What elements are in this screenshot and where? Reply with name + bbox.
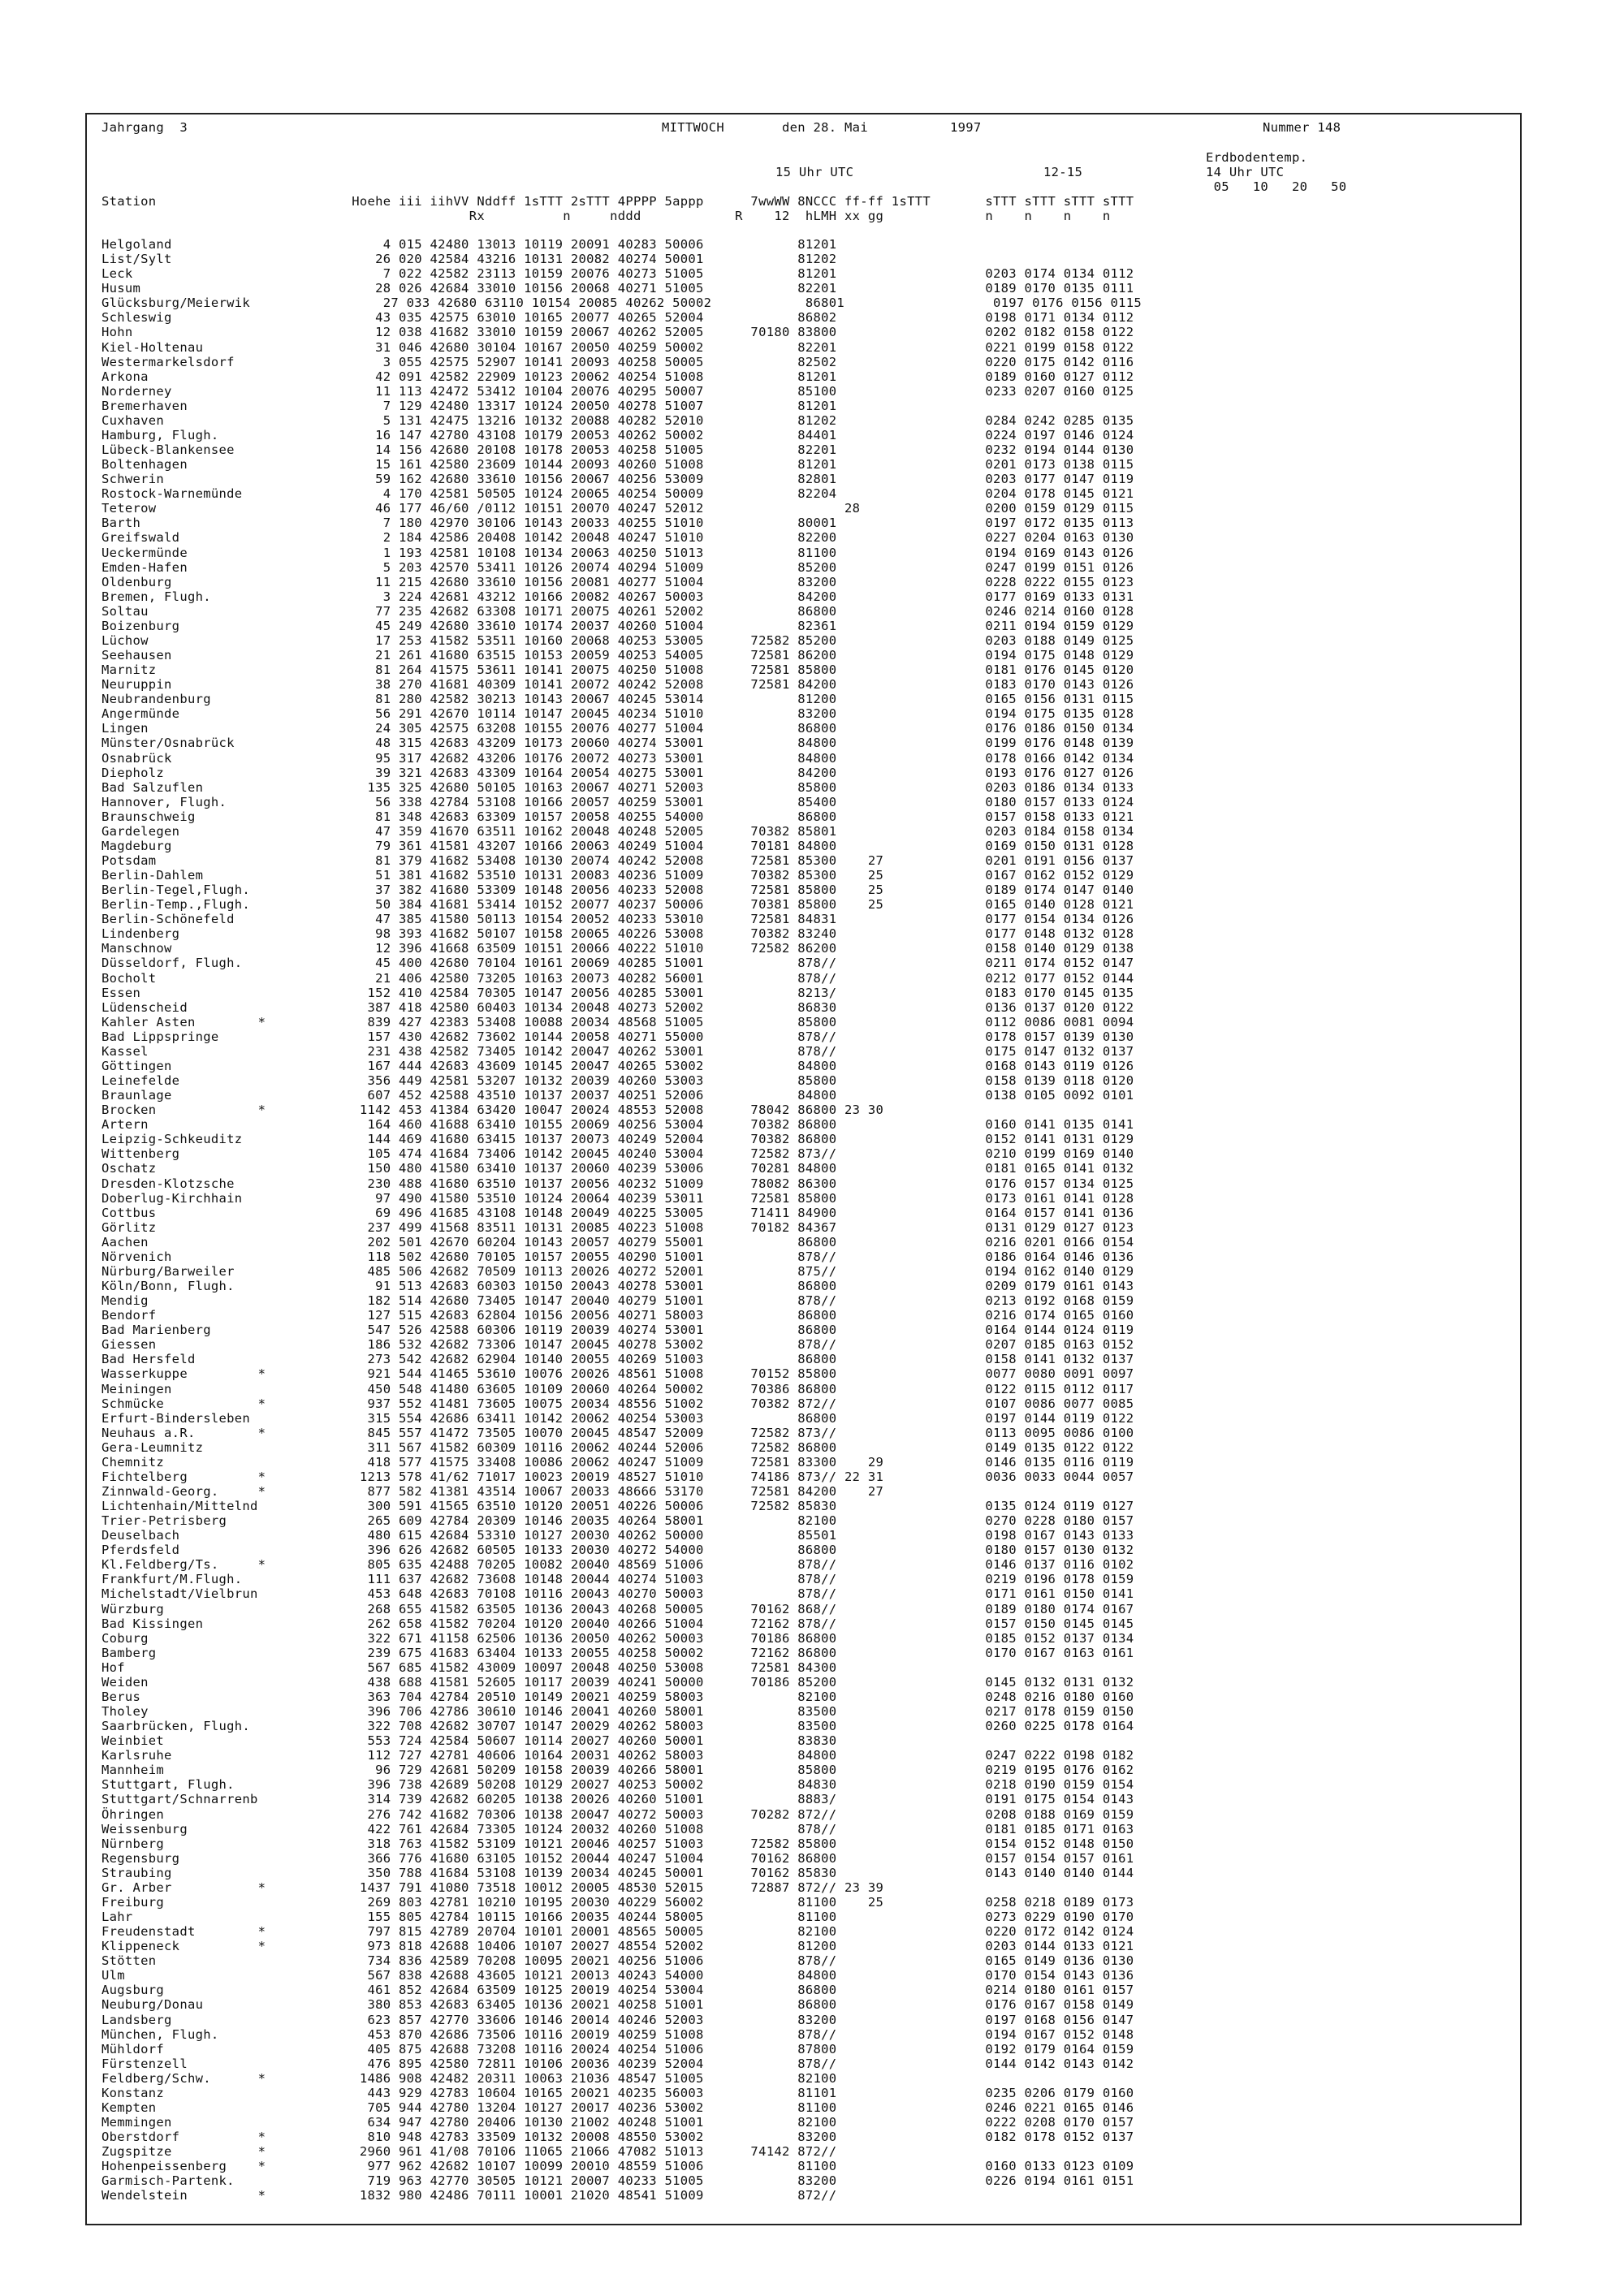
table-row: Landsberg 623 857 42770 33606 10146 20014 40246 52003 83200 0197 0168 0156 0147 — [102, 2012, 1134, 2027]
table-row: Hamburg, Flugh. 16 147 42780 43108 10179 20053 40262 50002 84401 0224 0197 0146 0124 — [102, 427, 1134, 442]
table-row: Hannover, Flugh. 56 338 42784 53108 10166 20057 40259 53001 85400 0180 0157 0133 0124 — [102, 794, 1134, 809]
table-row: Cottbus 69 496 41685 43108 10148 20049 40225 53005 71411 84900 0164 0157 0141 0136 — [102, 1205, 1134, 1220]
table-row: Leipzig-Schkeuditz 144 469 41680 63415 10137 20073 40249 52004 70382 86800 0152 0141 0131 0129 — [102, 1132, 1134, 1147]
table-row: Michelstadt/Vielbrun 453 648 42683 70108 10116 20043 40270 50003 878// 0171 0161 0150 0141 — [102, 1586, 1134, 1602]
table-row: Trier-Petrisberg 265 609 42784 20309 10146 20035 40264 58001 82100 0270 0228 0180 0157 — [102, 1513, 1134, 1529]
table-row: Bremerhaven 7 129 42480 13317 10124 20050 40278 51007 81201 — [102, 398, 837, 413]
table-row: Braunschweig 81 348 42683 63309 10157 20058 40255 54000 86800 0157 0158 0133 0121 — [102, 809, 1134, 824]
table-row: Stötten 734 836 42589 70208 10095 20021 40256 51006 878// 0165 0149 0136 0130 — [102, 1953, 1134, 1969]
table-row: Karlsruhe 112 727 42781 40606 10164 20031 40262 58003 84800 0247 0222 0198 0182 — [102, 1748, 1134, 1763]
table-row: Tholey 396 706 42786 30610 10146 20041 40260 58001 83500 0217 0178 0159 0150 — [102, 1704, 1134, 1719]
table-row: Straubing 350 788 41684 53108 10139 20034 40245 50001 70162 85830 0143 0140 0140 0144 — [102, 1865, 1134, 1880]
table-row: Oschatz 150 480 41580 63410 10137 20060 40239 53006 70281 84800 0181 0165 0141 0132 — [102, 1161, 1134, 1176]
table-row: Soltau 77 235 42682 63308 10171 20075 40261 52002 86800 0246 0214 0160 0128 — [102, 603, 1134, 619]
table-row: Emden-Hafen 5 203 42570 53411 10126 20074 40294 51009 85200 0247 0199 0151 0126 — [102, 559, 1134, 575]
table-row: Rostock-Warnemünde 4 170 42581 50505 10124 20065 40254 50009 82204 0204 0178 0145 0121 — [102, 486, 1134, 502]
table-row: Husum 28 026 42684 33010 10156 20068 40271 51005 82201 0189 0170 0135 0111 — [102, 281, 1134, 296]
table-row: Nörvenich 118 502 42680 70105 10157 20055 40290 51001 878// 0186 0164 0146 0136 — [102, 1249, 1134, 1264]
table-row: Dresden-Klotzsche 230 488 41680 63510 10137 20056 40232 51009 78082 86300 0176 0157 0134 0125 — [102, 1176, 1134, 1191]
date-label: den 28. Mai — [782, 120, 868, 135]
table-row: Meiningen 450 548 41480 63605 10109 20060 40264 50002 70386 86800 0122 0115 0112 0117 — [102, 1381, 1134, 1396]
table-row: Neubrandenburg 81 280 42582 30213 10143 20067 40245 53014 81200 0165 0156 0131 0115 — [102, 692, 1134, 707]
table-row: Gr. Arber * 1437 791 41080 73518 10012 20005 48530 52015 72887 872// 23 39 — [102, 1880, 884, 1895]
table-row: Düsseldorf, Flugh. 45 400 42680 70104 10161 20069 40285 51001 878// 0211 0174 0152 0147 — [102, 956, 1134, 971]
table-row: Artern 164 460 41688 63410 10155 20069 40256 53004 70382 86800 0160 0141 0135 0141 — [102, 1117, 1134, 1133]
table-row: Memmingen 634 947 42780 20406 10130 21002 40248 51001 82100 0222 0208 0170 0157 — [102, 2115, 1134, 2130]
table-row: Mühldorf 405 875 42688 73208 10116 20024 40254 51006 87800 0192 0179 0164 0159 — [102, 2041, 1134, 2056]
table-row: Magdeburg 79 361 41581 43207 10166 20063 40249 51004 70181 84800 0169 0150 0131 0128 — [102, 838, 1134, 853]
table-row: Chemnitz 418 577 41575 33408 10086 20062 40247 51009 72581 83300 29 0146 0135 0116 0119 — [102, 1454, 1134, 1470]
table-row: Wittenberg 105 474 41684 73406 10142 20045 40240 53004 72582 873// 0210 0199 0169 0140 — [102, 1146, 1134, 1162]
table-row: Ueckermünde 1 193 42581 10108 10134 20063 40250 51013 81100 0194 0169 0143 0126 — [102, 545, 1134, 560]
table-row: Berus 363 704 42784 20510 10149 20021 40259 58003 82100 0248 0216 0180 0160 — [102, 1689, 1134, 1704]
table-row: Öhringen 276 742 41682 70306 10138 20047 40272 50003 70282 872// 0208 0188 0169 0159 — [102, 1806, 1134, 1822]
table-row: Hohenpeissenberg * 977 962 42682 10107 10099 20010 48559 51006 81100 0160 0133 0123 0109 — [102, 2159, 1134, 2174]
table-row: Oldenburg 11 215 42680 33610 10156 20081 40277 51004 83200 0228 0222 0155 0123 — [102, 574, 1134, 589]
table-row: List/Sylt 26 020 42584 43216 10131 20082 40274 50001 81202 — [102, 252, 837, 267]
table-row: Neuruppin 38 270 41681 40309 10141 20072 40242 52008 72581 84200 0183 0170 0143 0126 — [102, 677, 1134, 693]
table-row: Berlin-Tegel,Flugh. 37 382 41680 53309 10148 20056 40233 52008 72581 85800 25 0189 0174 0147 0140 — [102, 883, 1134, 898]
table-row: Neuhaus a.R. * 845 557 41472 73505 10070 20045 48547 52009 72582 873// 0113 0095 0086 0100 — [102, 1425, 1134, 1440]
table-row: Helgoland 4 015 42480 13013 10119 20091 40283 50006 81201 — [102, 237, 837, 252]
table-row: Leck 7 022 42582 23113 10159 20076 40273 51005 81201 0203 0174 0134 0112 — [102, 266, 1134, 282]
table-row: Cuxhaven 5 131 42475 13216 10132 20088 40282 52010 81202 0284 0242 0285 0135 — [102, 412, 1134, 428]
table-row: Osnabrück 95 317 42682 43206 10176 20072 40273 53001 84800 0178 0166 0142 0134 — [102, 750, 1134, 766]
table-row: Lahr 155 805 42784 10115 10166 20035 40244 58005 81100 0273 0229 0190 0170 — [102, 1910, 1134, 1924]
table-row: Seehausen 21 261 41680 63515 10153 20059 40253 54005 72581 86200 0194 0175 0148 0129 — [102, 648, 1134, 662]
table-row: Kassel 231 438 42582 73405 10142 20047 40262 53001 878// 0175 0147 0132 0137 — [102, 1043, 1134, 1059]
table-row: Freudenstadt * 797 815 42789 20704 10101 20001 48565 50005 82100 0220 0172 0142 0124 — [102, 1924, 1134, 1940]
table-row: Greifswald 2 184 42586 20408 10142 20048 40247 51010 82200 0227 0204 0163 0130 — [102, 530, 1134, 546]
table-row: Fichtelberg * 1213 578 41/62 71017 10023 20019 48527 51010 74186 873// 22 31 0036 0033 0044 0057 — [102, 1469, 1134, 1484]
table-row: Feldberg/Schw. * 1486 908 42482 20311 10063 21036 48547 51005 82100 — [102, 2070, 837, 2086]
table-row: Kiel-Holtenau 31 046 42680 30104 10167 20050 40259 50002 82201 0221 0199 0158 0122 — [102, 339, 1134, 355]
table-row: Deuselbach 480 615 42684 53310 10127 20030 40262 50000 85501 0198 0167 0143 0133 — [102, 1528, 1134, 1543]
table-row: Berlin-Temp.,Flugh. 50 384 41681 53414 10152 20077 40237 50006 70381 85800 25 0165 0140 0128 0121 — [102, 897, 1134, 913]
table-row: Mendig 182 514 42680 73405 10147 20040 40279 51001 878// 0213 0192 0168 0159 — [102, 1293, 1134, 1308]
table-row: Leinefelde 356 449 42581 53207 10132 20039 40260 53003 85800 0158 0139 0118 0120 — [102, 1073, 1134, 1088]
table-row: Doberlug-Kirchhain 97 490 41580 53510 10124 20064 40239 53011 72581 85800 0173 0161 0141 0128 — [102, 1190, 1134, 1206]
table-row: Wendelstein * 1832 980 42486 70111 10001 21020 48541 51009 872// — [102, 2188, 837, 2203]
table-row: Bad Hersfeld 273 542 42682 62904 10140 20055 40269 51003 86800 0158 0141 0132 0137 — [102, 1352, 1134, 1367]
table-row: Hohn 12 038 41682 33010 10159 20067 40262 52005 70180 83800 0202 0182 0158 0122 — [102, 325, 1134, 340]
utc-15-label: 15 Uhr UTC — [775, 165, 854, 179]
table-row: Stuttgart/Schnarrenb 314 739 42682 60205 10138 20026 40260 51001 8883/ 0191 0175 0154 0143 — [102, 1792, 1134, 1807]
table-row: Fürstenzell 476 895 42580 72811 10106 20036 40239 52004 878// 0144 0142 0143 0142 — [102, 2056, 1134, 2071]
table-row: Zinnwald-Georg. * 877 582 41381 43514 10067 20033 48666 53170 72581 84200 27 — [102, 1484, 884, 1499]
table-row: Marnitz 81 264 41575 53611 10141 20075 40250 51008 72581 85800 0181 0176 0145 0120 — [102, 662, 1134, 677]
table-row: Lüchow 17 253 41582 53511 10160 20068 40253 53005 72582 85200 0203 0188 0149 0125 — [102, 632, 1134, 648]
jahrgang-label: Jahrgang 3 — [102, 120, 188, 135]
table-row: Potsdam 81 379 41682 53408 10130 20074 40242 52008 72581 85300 27 0201 0191 0156 0137 — [102, 852, 1134, 868]
table-row: Coburg 322 671 41158 62506 10136 20050 40262 50003 70186 86800 0185 0152 0137 0134 — [102, 1630, 1134, 1646]
table-row: Manschnow 12 396 41668 63509 10151 20066 40222 51010 72582 86200 0158 0140 0129 0138 — [102, 941, 1134, 956]
table-row: Boizenburg 45 249 42680 33610 10174 20037 40260 51004 82361 0211 0194 0159 0129 — [102, 618, 1134, 633]
table-row: Arkona 42 091 42582 22909 10123 20062 40254 51008 81201 0189 0160 0127 0112 — [102, 369, 1134, 384]
table-row: Braunlage 607 452 42588 43510 10137 20037 40251 52006 84800 0138 0105 0092 0101 — [102, 1088, 1134, 1103]
table-row: Bremen, Flugh. 3 224 42681 43212 10166 20082 40267 50003 84200 0177 0169 0133 0131 — [102, 589, 1134, 604]
table-row: Bad Salzuflen 135 325 42680 50105 10163 20067 40271 52003 85800 0203 0186 0134 0133 — [102, 779, 1134, 795]
table-row: Frankfurt/M.Flugh. 111 637 42682 73608 10148 20044 40274 51003 878// 0219 0196 0178 0159 — [102, 1572, 1134, 1587]
table-row: Oberstdorf * 810 948 42783 33509 10132 20008 48550 53002 83200 0182 0178 0152 0137 — [102, 2130, 1134, 2144]
table-row: Saarbrücken, Flugh. 322 708 42682 30707 10147 20029 40262 58003 83500 0260 0225 0178 0164 — [102, 1719, 1134, 1734]
table-row: Schleswig 43 035 42575 63010 10165 20077 40265 52004 86802 0198 0171 0134 0112 — [102, 310, 1134, 326]
table-row: Münster/Osnabrück 48 315 42683 43209 10173 20060 40274 53001 84800 0199 0176 0148 0139 — [102, 736, 1134, 751]
table-row: Lichtenhain/Mittelnd 300 591 41565 63510 10120 20051 40226 50006 72582 85830 0135 0124 0119 0127 — [102, 1499, 1134, 1513]
table-row: Nürburg/Barweiler 485 506 42682 70509 10113 20026 40272 52001 875// 0194 0162 0140 0129 — [102, 1263, 1134, 1279]
table-row: Erfurt-Bindersleben 315 554 42686 63411 10142 20062 40254 53003 86800 0197 0144 0119 0122 — [102, 1410, 1134, 1426]
weekday-label: MITTWOCH — [662, 120, 725, 135]
table-row: Kl.Feldberg/Ts. * 805 635 42488 70205 10082 20040 48569 51006 878// 0146 0137 0116 0102 — [102, 1557, 1134, 1573]
table-row: Norderney 11 113 42472 53412 10104 20076 40295 50007 85100 0233 0207 0160 0125 — [102, 383, 1134, 399]
table-row: Berlin-Dahlem 51 381 41682 53510 10131 20083 40236 51009 70382 85300 25 0167 0162 0152 0129 — [102, 868, 1134, 883]
table-row: Neuburg/Donau 380 853 42683 63405 10136 20021 40258 51001 86800 0176 0167 0158 0149 — [102, 1997, 1134, 2013]
table-row: Wasserkuppe * 921 544 41465 53610 10076 20026 48561 51008 70152 85800 0077 0080 0091 0097 — [102, 1366, 1134, 1382]
table-row: Gera-Leumnitz 311 567 41582 60309 10116 20062 40244 52006 72582 86800 0149 0135 0122 0122 — [102, 1439, 1134, 1455]
table-row: Diepholz 39 321 42683 43309 10164 20054 40275 53001 84200 0193 0176 0127 0126 — [102, 765, 1134, 780]
soil-temp-label: Erdbodentemp. — [1206, 150, 1308, 165]
table-row: Köln/Bonn, Flugh. 91 513 42683 60303 10150 20043 40278 53001 86800 0209 0179 0161 0143 — [102, 1279, 1134, 1293]
table-row: Weinbiet 553 724 42584 50607 10114 20027 40260 50001 83830 — [102, 1733, 837, 1749]
table-row: Schwerin 59 162 42680 33610 10156 20067 40256 53009 82801 0203 0177 0147 0119 — [102, 472, 1134, 487]
table-row: Teterow 46 177 46/60 /0112 10151 20070 40247 52012 28 0200 0159 0129 0115 — [102, 501, 1134, 516]
table-row: Konstanz 443 929 42783 10604 10165 20021 40235 56003 81101 0235 0206 0179 0160 — [102, 2085, 1134, 2100]
table-row: Ulm 567 838 42688 43605 10121 20013 40243 54000 84800 0170 0154 0143 0136 — [102, 1968, 1134, 1983]
table-row: Pferdsfeld 396 626 42682 60505 10133 20030 40272 54000 86800 0180 0157 0130 0132 — [102, 1543, 1134, 1558]
table-row: Gardelegen 47 359 41670 63511 10162 20048 40248 52005 70382 85801 0203 0184 0158 0134 — [102, 823, 1134, 839]
year-label: 1997 — [950, 120, 982, 135]
table-row: Angermünde 56 291 42670 10114 10147 20045 40234 51010 83200 0194 0175 0135 0128 — [102, 706, 1134, 722]
table-row: Lindenberg 98 393 41682 50107 10158 20065 40226 53008 70382 83240 0177 0148 0132 0128 — [102, 926, 1134, 942]
table-row: Hof 567 685 41582 43009 10097 20048 40250 53008 72581 84300 — [102, 1659, 837, 1675]
table-row: Klippeneck * 973 818 42688 10406 10107 20027 48554 52002 81200 0203 0144 0133 0121 — [102, 1939, 1134, 1954]
period-12-15-label: 12-15 — [1043, 165, 1083, 179]
table-row: Brocken * 1142 453 41384 63420 10047 20024 48553 52008 78042 86800 23 30 — [102, 1103, 884, 1118]
table-row: Lübeck-Blankensee 14 156 42680 20108 10178 20053 40258 51005 82201 0232 0194 0144 0130 — [102, 442, 1134, 457]
table-row: Lüdenscheid 387 418 42580 60403 10134 20048 40273 52002 86830 0136 0137 0120 0122 — [102, 999, 1134, 1015]
table-row: Stuttgart, Flugh. 396 738 42689 50208 10129 20027 40253 50002 84830 0218 0190 0159 0154 — [102, 1777, 1134, 1793]
table-row: Berlin-Schönefeld 47 385 41580 50113 10154 20052 40233 53010 72581 84831 0177 0154 0134 0126 — [102, 912, 1134, 927]
table-row: Weiden 438 688 41581 52605 10117 20039 40241 50000 70186 85200 0145 0132 0131 0132 — [102, 1674, 1134, 1690]
table-row: Freiburg 269 803 42781 10210 10195 20030 40229 56002 81100 25 0258 0218 0189 0173 — [102, 1894, 1134, 1910]
table-row: Garmisch-Partenk. 719 963 42770 30505 10121 20007 40233 51005 83200 0226 0194 0161 0151 — [102, 2173, 1134, 2189]
table-row: Mannheim 96 729 42681 50209 10158 20039 40266 58001 85800 0219 0195 0176 0162 — [102, 1763, 1134, 1778]
table-row: Bad Kissingen 262 658 41582 70204 10120 20040 40266 51004 72162 878// 0157 0150 0145 0145 — [102, 1616, 1134, 1631]
table-row: Lingen 24 305 42575 63208 10155 20076 40277 51004 86800 0176 0186 0150 0134 — [102, 721, 1134, 736]
table-row: Kempten 705 944 42780 13204 10127 20017 40236 53002 81100 0246 0221 0165 0146 — [102, 2100, 1134, 2115]
table-row: Barth 7 180 42970 30106 10143 20033 40255 51010 80001 0197 0172 0135 0113 — [102, 516, 1134, 531]
table-row: München, Flugh. 453 870 42686 73506 10116 20019 40259 51008 878// 0194 0167 0152 0148 — [102, 2026, 1134, 2042]
table-row: Bad Marienberg 547 526 42588 60306 10119 20039 40274 53001 86800 0164 0144 0124 0119 — [102, 1323, 1134, 1338]
table-row: Göttingen 167 444 42683 43609 10145 20047 40265 53002 84800 0168 0143 0119 0126 — [102, 1058, 1134, 1073]
table-row: Regensburg 366 776 41680 63105 10152 20044 40247 51004 70162 86800 0157 0154 0157 0161 — [102, 1850, 1134, 1866]
table-row: Westermarkelsdorf 3 055 42575 52907 10141 20093 40258 50005 82502 0220 0175 0142 0116 — [102, 354, 1134, 369]
utc-14-label: 14 Uhr UTC — [1206, 165, 1285, 179]
issue-number: Nummer 148 — [1263, 120, 1341, 135]
column-header-row-2: Rx n nddd R 12 hLMH xx gg n n n n — [102, 209, 1111, 223]
table-row: Nürnberg 318 763 41582 53109 10121 20046 40257 51003 72582 85800 0154 0152 0148 0150 — [102, 1836, 1134, 1851]
table-row: Schmücke * 937 552 41481 73605 10075 20034 48556 51002 70382 872// 0107 0086 0077 0085 — [102, 1396, 1134, 1411]
table-row: Würzburg 268 655 41582 63505 10136 20043 40268 50005 70162 868// 0189 0180 0174 0167 — [102, 1601, 1134, 1616]
table-row: Bendorf 127 515 42683 62804 10156 20056 40271 58003 86800 0216 0174 0165 0160 — [102, 1308, 1134, 1323]
table-row: Aachen 202 501 42670 60204 10143 20057 40279 55001 86800 0216 0201 0166 0154 — [102, 1234, 1134, 1249]
soil-depths-label: 05 10 20 50 — [1206, 179, 1347, 194]
table-row: Bad Lippspringe 157 430 42682 73602 10144 20058 40271 55000 878// 0178 0157 0139 0130 — [102, 1029, 1134, 1044]
column-header-row-1: Station Hoehe iii iihVV Nddff 1sTTT 2sTTT 4PPPP 5appp 7wwWW 8NCCC ff-ff 1sTTT sTTT sTTT sTTT sTTT — [102, 194, 1134, 209]
table-row: Weissenburg 422 761 42684 73305 10124 20032 40260 51008 878// 0181 0185 0171 0163 — [102, 1821, 1134, 1836]
table-row: Boltenhagen 15 161 42580 23609 10144 20093 40260 51008 81201 0201 0173 0138 0115 — [102, 457, 1134, 472]
table-row: Zugspitze * 2960 961 41/08 70106 11065 21066 47082 51013 74142 872// — [102, 2144, 837, 2160]
table-row: Görlitz 237 499 41568 83511 10131 20085 40223 51008 70182 84367 0131 0129 0127 0123 — [102, 1219, 1134, 1235]
table-row: Glücksburg/Meierwik 27 033 42680 63110 10154 20085 40262 50002 86801 0197 0176 0156 0115 — [102, 296, 1142, 311]
table-row: Essen 152 410 42584 70305 10147 20056 40285 53001 8213/ 0183 0170 0145 0135 — [102, 985, 1134, 1000]
table-row: Bocholt 21 406 42580 73205 10163 20073 40282 56001 878// 0212 0177 0152 0144 — [102, 970, 1134, 986]
table-row: Augsburg 461 852 42684 63509 10125 20019 40254 53004 86800 0214 0180 0161 0157 — [102, 1983, 1134, 1998]
table-row: Giessen 186 532 42682 73306 10147 20045 40278 53002 878// 0207 0185 0163 0152 — [102, 1337, 1134, 1353]
table-row: Kahler Asten * 839 427 42383 53408 10088 20034 48568 51005 85800 0112 0086 0081 0094 — [102, 1014, 1134, 1029]
table-row: Bamberg 239 675 41683 63404 10133 20055 40258 50002 72162 86800 0170 0167 0163 0161 — [102, 1645, 1134, 1660]
